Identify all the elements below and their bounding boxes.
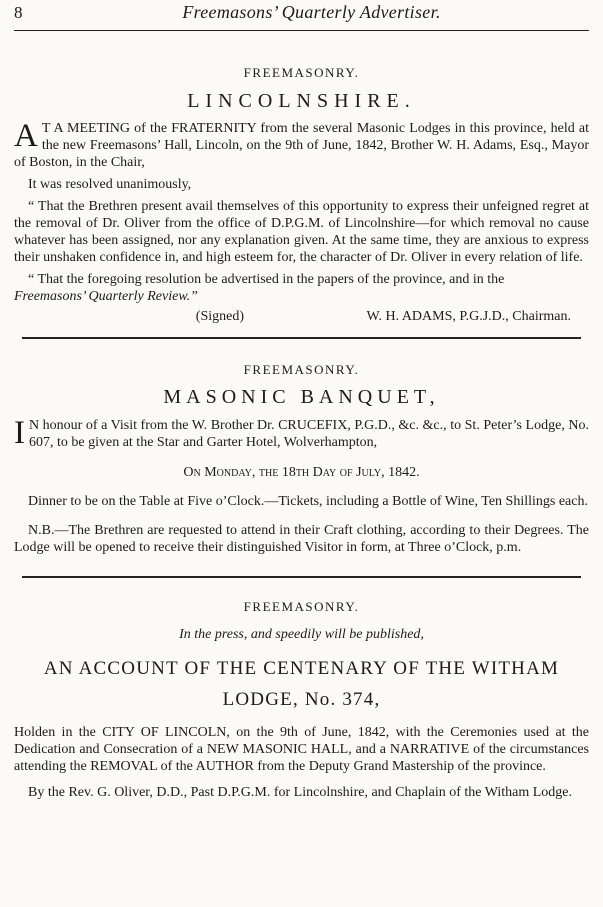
notice-kicker: FREEMASONRY.	[243, 362, 360, 377]
banquet-paragraph: I N honour of a Visit from the W. Brother Dr. CRUCEFIX, P.G.D., &c. &c., to St. Peter’s Lodge, No. 607, to be given at the Star and Garter Hotel, Wolverhampton,	[14, 415, 589, 451]
signed-name: W. H. ADAMS, P.G.J.D., Chairman.	[366, 309, 571, 324]
drop-cap: A	[14, 118, 38, 154]
signed-label: (Signed)	[195, 309, 244, 324]
drop-cap: I	[14, 415, 25, 451]
advertise-paragraph: “ That the foregoing resolution be advertised in the papers of the province, and in the Freemasons’ Quarterly Review.”	[14, 272, 505, 304]
notice-centenary	[14, 578, 589, 801]
running-header	[14, 2, 589, 31]
notice-kicker: FREEMASONRY.	[243, 65, 360, 80]
press-line: In the press, and speedily will be published,	[179, 627, 424, 642]
book-title-line1: AN ACCOUNT OF THE CENTENARY OF THE WITHAM	[43, 658, 560, 679]
notice-title: MASONIC BANQUET,	[163, 386, 440, 408]
banquet-date: On Monday, the 18th Day of July, 1842.	[183, 465, 420, 480]
resolved-line: It was resolved unanimously,	[28, 177, 192, 192]
dinner-paragraph: Dinner to be on the Table at Five o’Clock.—Tickets, including a Bottle of Wine, Ten Shillings each.	[28, 494, 588, 509]
notice-kicker: FREEMASONRY.	[243, 599, 360, 614]
holden-paragraph: Holden in the CITY OF LINCOLN, on the 9th of June, 1842, with the Ceremonies used at the Dedication and Consecration of a NEW MASONIC HALL, and a NARRATIVE of the circumstances attending the REMOVAL of the AUTHOR from the Deputy Grand Mastership of the province.	[14, 725, 589, 774]
signature-line	[14, 308, 589, 325]
nb-paragraph: N.B.—The Brethren are requested to attend in their Craft clothing, according to their Degrees. The Lodge will be opened to receive their distinguished Visitor in form, at Three o’Clock, p.m.	[14, 523, 589, 555]
running-title: Freemasons’ Quarterly Advertiser.	[182, 2, 441, 22]
page-number: 8	[14, 3, 23, 22]
notice-title: LINCOLNSHIRE.	[187, 90, 416, 112]
meeting-paragraph: A T A MEETING of the FRATERNITY from the several Masonic Lodges in this province, held at the new Freemasons’ Hall, Lincoln, on the 9th of June, 1842, Brother W. H. Adams, Esq., Mayor of Boston, in the Chair,	[14, 118, 589, 170]
notice-banquet	[14, 339, 589, 556]
page	[14, 0, 589, 801]
resolution-paragraph: “ That the Brethren present avail themselves of this opportunity to express their unfeigned regret at the removal of Dr. Oliver from the office of D.P.G.M. of Lincolnshire—for which removal no cause whatever has been assigned, nor any explanation given. At the same time, they are anxious to express their unshaken confidence in, and high esteem for, the character of Dr. Oliver in every relation of life.	[14, 199, 589, 265]
notice-lincolnshire	[14, 31, 589, 325]
author-paragraph: By the Rev. G. Oliver, D.D., Past D.P.G.M. for Lincolnshire, and Chaplain of the Witham Lodge.	[28, 785, 573, 800]
book-title-line2: LODGE, No. 374,	[222, 689, 381, 710]
